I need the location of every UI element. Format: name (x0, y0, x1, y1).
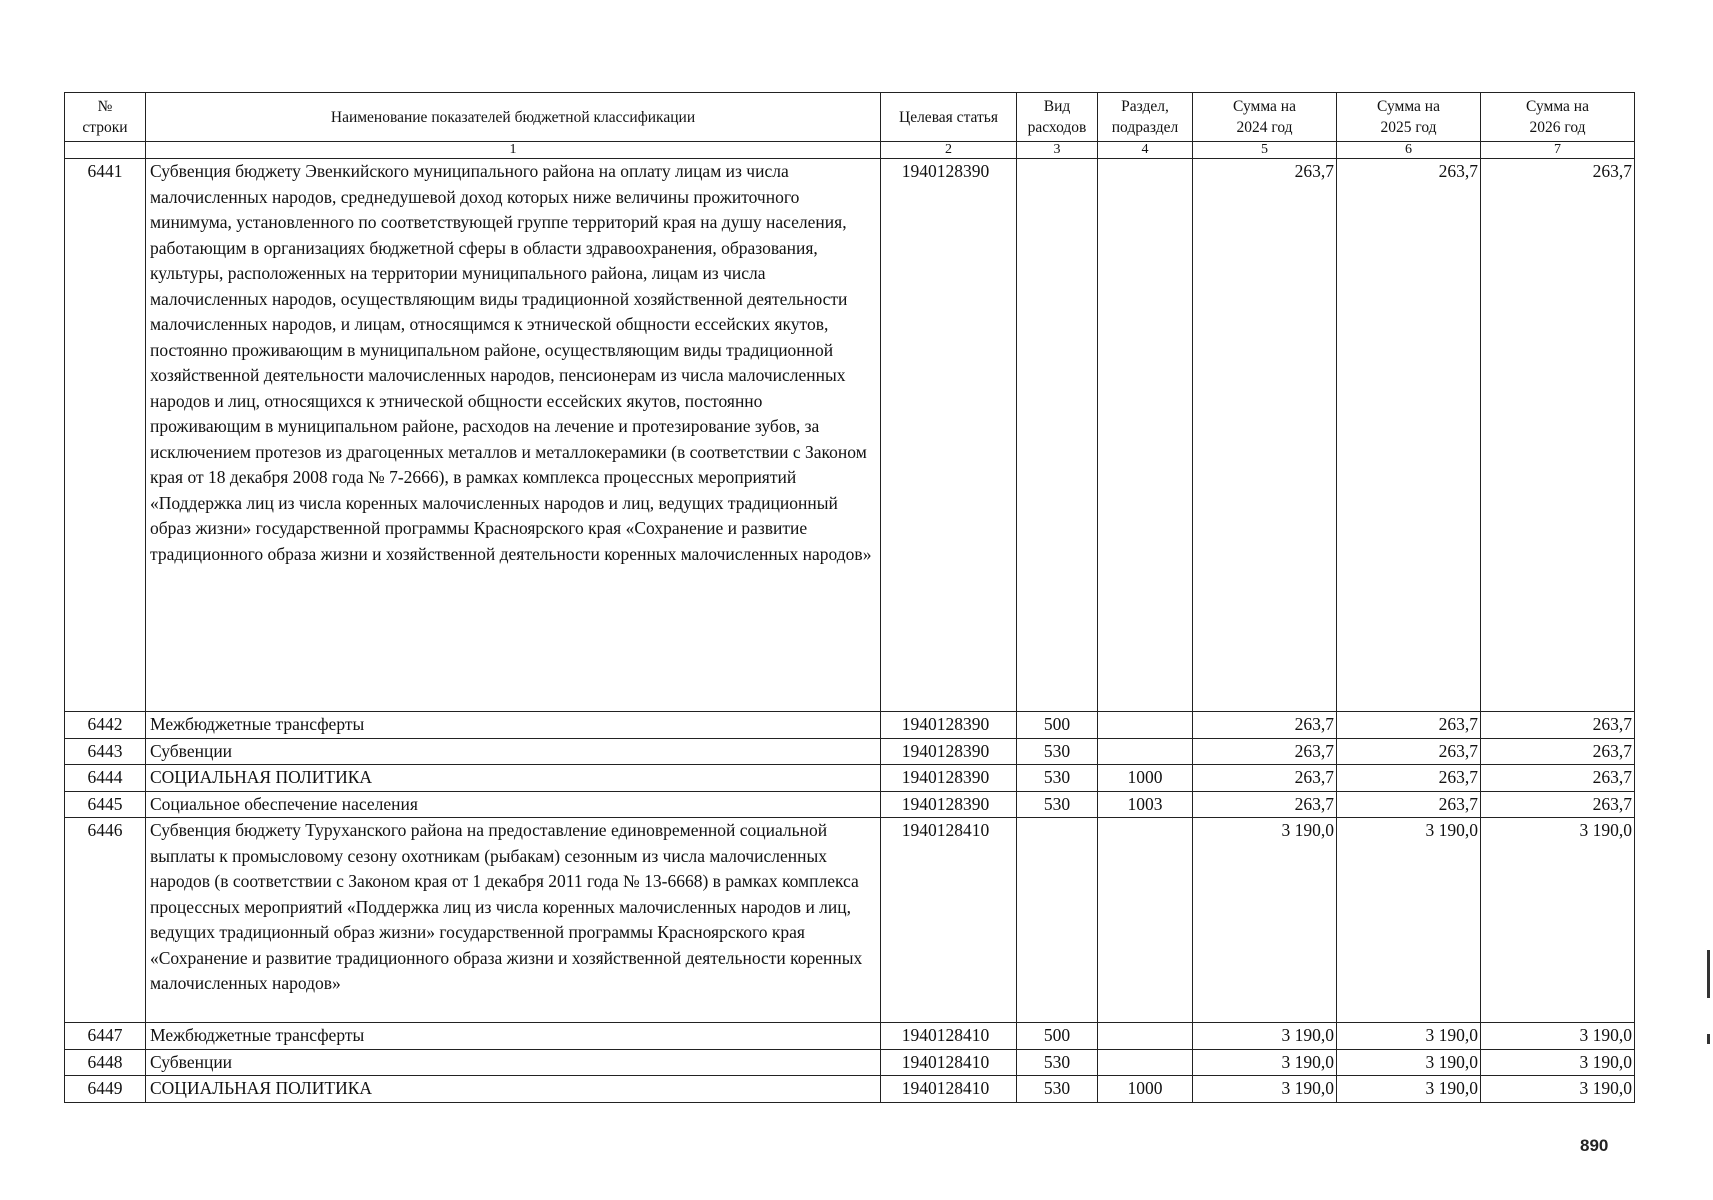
row-amount-2025: 263,7 (1337, 738, 1481, 765)
header-2026-label: Сумма на 2026 год (1526, 98, 1589, 136)
row-target-code: 1940128390 (881, 791, 1017, 818)
row-amount-2024: 3 190,0 (1193, 1023, 1337, 1050)
row-no: 6442 (65, 712, 146, 739)
row-amount-2026: 263,7 (1481, 712, 1635, 739)
header-2026 (1481, 93, 1635, 142)
row-expense-type: 530 (1017, 765, 1098, 792)
row-section (1098, 1023, 1193, 1050)
row-amount-2025: 263,7 (1337, 159, 1481, 712)
row-target-code: 1940128390 (881, 765, 1017, 792)
row-amount-2025: 3 190,0 (1337, 1023, 1481, 1050)
row-section: 1000 (1098, 765, 1193, 792)
row-amount-2024: 263,7 (1193, 159, 1337, 712)
row-no: 6448 (65, 1049, 146, 1076)
column-number: 6 (1337, 142, 1481, 159)
row-expense-type: 500 (1017, 712, 1098, 739)
header-name-label: Наименование показателей бюджетной классификации (330, 108, 696, 126)
row-target-code: 1940128390 (881, 159, 1017, 712)
row-section: 1000 (1098, 1076, 1193, 1103)
row-amount-2024: 263,7 (1193, 791, 1337, 818)
row-target-code: 1940128390 (881, 712, 1017, 739)
budget-table (64, 92, 1635, 1103)
row-section (1098, 1049, 1193, 1076)
table-row (65, 1049, 1635, 1076)
row-amount-2026: 3 190,0 (1481, 818, 1635, 1023)
row-expense-type: 530 (1017, 738, 1098, 765)
row-name: СОЦИАЛЬНАЯ ПОЛИТИКА (146, 765, 881, 792)
row-expense-type: 530 (1017, 1076, 1098, 1103)
column-number (65, 142, 146, 159)
table-row (65, 765, 1635, 792)
table-row (65, 1076, 1635, 1103)
row-target-code: 1940128410 (881, 1049, 1017, 1076)
row-no: 6446 (65, 818, 146, 1023)
row-amount-2024: 263,7 (1193, 738, 1337, 765)
header-row-no (65, 93, 146, 142)
header-target (881, 93, 1017, 142)
row-section (1098, 159, 1193, 712)
row-amount-2026: 263,7 (1481, 765, 1635, 792)
row-amount-2026: 263,7 (1481, 738, 1635, 765)
row-no: 6445 (65, 791, 146, 818)
column-number: 2 (881, 142, 1017, 159)
row-name: Межбюджетные трансферты (146, 1023, 881, 1050)
row-target-code: 1940128410 (881, 1023, 1017, 1050)
row-target-code: 1940128390 (881, 738, 1017, 765)
budget-table-sheet (64, 92, 1634, 1103)
row-no: 6447 (65, 1023, 146, 1050)
row-amount-2025: 3 190,0 (1337, 818, 1481, 1023)
table-row (65, 738, 1635, 765)
row-section (1098, 712, 1193, 739)
row-no: 6449 (65, 1076, 146, 1103)
row-amount-2025: 3 190,0 (1337, 1076, 1481, 1103)
row-amount-2026: 263,7 (1481, 159, 1635, 712)
row-name: СОЦИАЛЬНАЯ ПОЛИТИКА (146, 1076, 881, 1103)
row-name: Субвенции (146, 738, 881, 765)
table-row (65, 712, 1635, 739)
column-number: 4 (1098, 142, 1193, 159)
header-type-label: Вид расходов (1027, 98, 1087, 136)
row-amount-2026: 3 190,0 (1481, 1023, 1635, 1050)
row-amount-2025: 3 190,0 (1337, 1049, 1481, 1076)
column-number: 1 (146, 142, 881, 159)
header-type (1017, 93, 1098, 142)
header-row-no-label: № строки (82, 98, 128, 136)
row-no: 6441 (65, 159, 146, 712)
table-body (65, 159, 1635, 1103)
header-2025-label: Сумма на 2025 год (1377, 98, 1440, 136)
row-no: 6443 (65, 738, 146, 765)
row-expense-type: 530 (1017, 1049, 1098, 1076)
row-target-code: 1940128410 (881, 818, 1017, 1023)
header-2025 (1337, 93, 1481, 142)
header-row (65, 93, 1635, 142)
row-amount-2026: 263,7 (1481, 791, 1635, 818)
column-number-row (65, 142, 1635, 159)
row-amount-2025: 263,7 (1337, 765, 1481, 792)
row-amount-2026: 3 190,0 (1481, 1076, 1635, 1103)
table-row (65, 1023, 1635, 1050)
row-name: Межбюджетные трансферты (146, 712, 881, 739)
row-target-code: 1940128410 (881, 1076, 1017, 1103)
header-target-label: Целевая статья (899, 108, 998, 126)
column-number: 7 (1481, 142, 1635, 159)
column-number: 3 (1017, 142, 1098, 159)
row-expense-type (1017, 818, 1098, 1023)
row-expense-type: 530 (1017, 791, 1098, 818)
row-no: 6444 (65, 765, 146, 792)
row-amount-2024: 263,7 (1193, 765, 1337, 792)
column-number: 5 (1193, 142, 1337, 159)
row-section (1098, 738, 1193, 765)
row-amount-2025: 263,7 (1337, 791, 1481, 818)
page-number: 890 (1580, 1136, 1609, 1155)
header-2024 (1193, 93, 1337, 142)
row-amount-2024: 3 190,0 (1193, 1076, 1337, 1103)
row-expense-type: 500 (1017, 1023, 1098, 1050)
row-amount-2026: 3 190,0 (1481, 1049, 1635, 1076)
row-name: Субвенция бюджету Туруханского района на предоставление единовременной социальной выплаты к промысловому сезону охотникам (рыбакам) сезонным из числа малочисленных народов (в соответствии с Законом края от 1 декабря 2011 года № 13-6668) в рамках комплекса процессных мероприятий «Поддержка лиц из числа коренных малочисленных народов и лиц, ведущих традиционный образ жизни» государственной программы Красноярского края «Сохранение и развитие традиционного образа жизни и хозяйственной деятельности коренных малочисленных народов» (146, 818, 881, 1023)
row-expense-type (1017, 159, 1098, 712)
scan-edge-mark (1707, 1034, 1710, 1044)
header-section-label: Раздел, подраздел (1111, 98, 1179, 136)
row-name: Субвенция бюджету Эвенкийского муниципального района на оплату лицам из числа малочисленных народов, среднедушевой доход которых ниже величины прожиточного минимума, установленного по соответствующей группе территорий края на душу населения, работающим в организациях бюджетной сферы в области здравоохранения, образования, культуры, расположенных на территории муниципального района, лицам из числа малочисленных народов, осуществляющим виды традиционной хозяйственной деятельности малочисленных народов, и лицам, относящимся к этнической общности ессейских якутов, постоянно проживающим в муниципальном районе, осуществляющим виды традиционной хозяйственной деятельности малочисленных народов, пенсионерам из числа малочисленных народов и лиц, относящихся к этнической общности ессейских якутов, постоянно проживающим в муниципальном районе, расходов на лечение и протезирование зубов, за исключением протезов из драгоценных металлов и металлокерамики (в соответствии с Законом края от 18 декабря 2008 года № 7-2666), в рамках комплекса процессных мероприятий «Поддержка лиц из числа коренных малочисленных народов и лиц, ведущих традиционный образ жизни» государственной программы Красноярского края «Сохранение и развитие традиционного образа жизни и хозяйственной деятельности коренных малочисленных народов» (146, 159, 881, 712)
row-section (1098, 818, 1193, 1023)
row-amount-2024: 263,7 (1193, 712, 1337, 739)
header-2024-label: Сумма на 2024 год (1233, 98, 1296, 136)
header-name (146, 93, 881, 142)
row-section: 1003 (1098, 791, 1193, 818)
table-row (65, 791, 1635, 818)
row-amount-2025: 263,7 (1337, 712, 1481, 739)
table-row (65, 818, 1635, 1023)
row-name: Субвенции (146, 1049, 881, 1076)
table-row (65, 159, 1635, 712)
header-section (1098, 93, 1193, 142)
row-amount-2024: 3 190,0 (1193, 818, 1337, 1023)
table-header (65, 93, 1635, 159)
row-name: Социальное обеспечение населения (146, 791, 881, 818)
scan-edge-mark (1707, 950, 1710, 998)
row-amount-2024: 3 190,0 (1193, 1049, 1337, 1076)
